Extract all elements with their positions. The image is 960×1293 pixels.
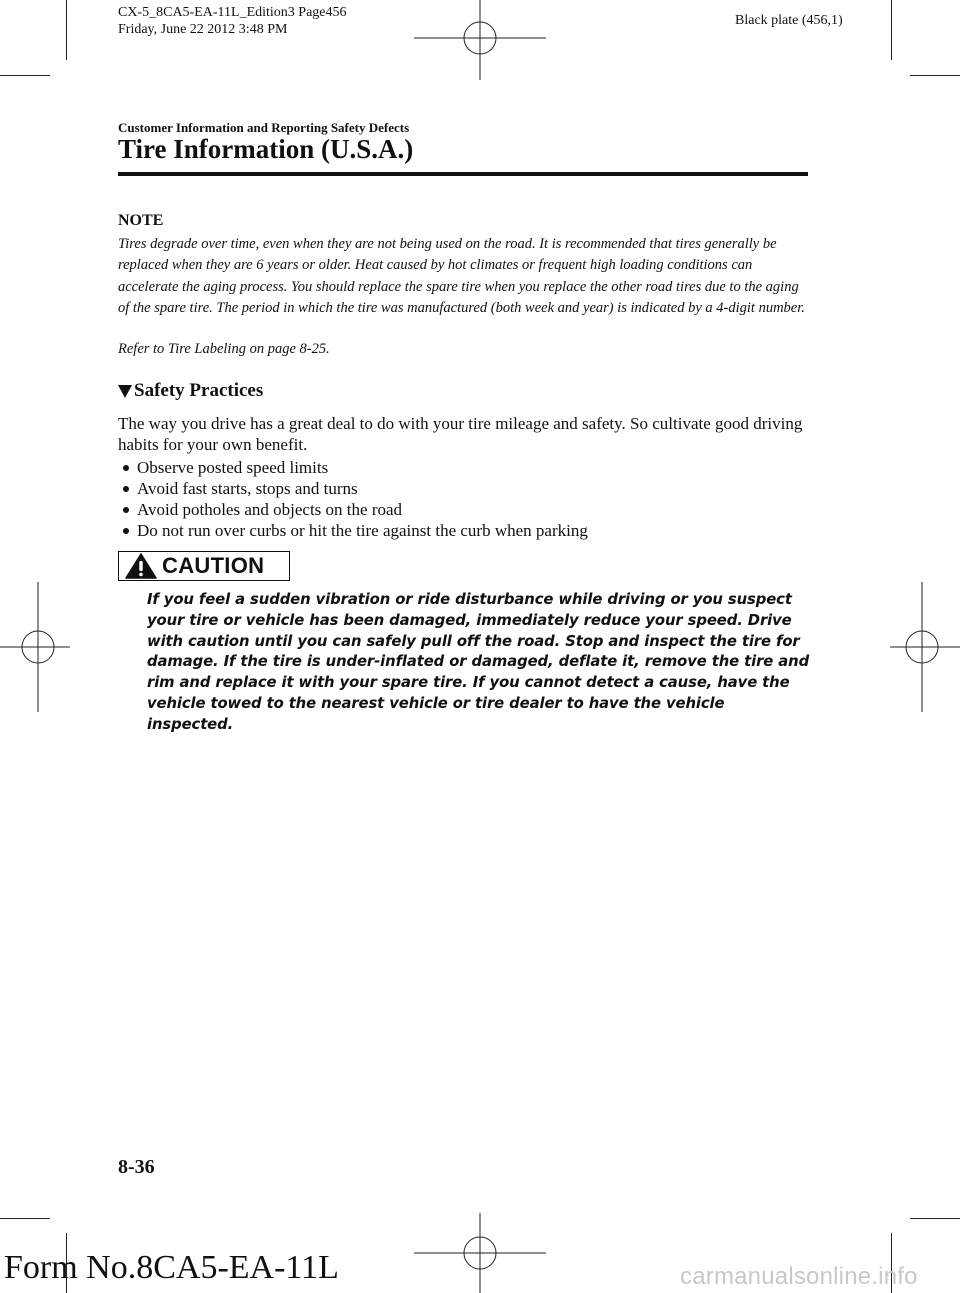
list-item-text: Do not run over curbs or hit the tire against the curb when parking	[137, 521, 588, 540]
safety-practices-heading	[118, 380, 263, 402]
plate-info: Black plate (456,1)	[735, 13, 843, 28]
note-label: NOTE	[118, 212, 164, 229]
list-item	[118, 499, 588, 520]
note-reference: Refer to Tire Labeling on page 8-25.	[118, 341, 330, 357]
registration-mark-left-icon	[0, 582, 70, 712]
bullet-dot-icon	[123, 465, 129, 471]
list-item-text: Avoid fast starts, stops and turns	[137, 479, 358, 498]
print-info	[118, 4, 347, 38]
bullet-dot-icon	[123, 507, 129, 513]
safety-heading-text: Safety Practices	[134, 380, 264, 401]
title-divider	[118, 172, 808, 176]
print-job-line: CX-5_8CA5-EA-11L_Edition3 Page456	[118, 5, 347, 20]
safety-intro: The way you drive has a great deal to do with your tire mileage and safety. So cultivate good driving habits for your own benefit.	[118, 414, 803, 454]
registration-mark-bottom-icon	[414, 1213, 546, 1293]
warning-triangle-icon	[125, 553, 157, 579]
watermark: carmanualsonline.info	[680, 1263, 918, 1290]
safety-bullet-list	[118, 457, 588, 541]
registration-mark-top-icon	[414, 0, 546, 80]
page-title: Tire Information (U.S.A.)	[118, 134, 414, 164]
caution-label: CAUTION	[162, 553, 265, 578]
list-item	[118, 457, 588, 478]
bullet-dot-icon	[123, 486, 129, 492]
list-item	[118, 520, 588, 541]
note-body: Tires degrade over time, even when they are not being used on the road. It is recommended that tires generally be replaced when they are 6 years or older. Heat caused by hot climates or frequent high loading conditions can accelerate the aging process. You should replace the spare tire when you replace the other road tires due to the aging of the spare tire. The period in which the tire was manufactured (both week and year) is indicated by a 4-digit number.	[118, 236, 805, 316]
bullet-dot-icon	[123, 528, 129, 534]
page-number: 8-36	[118, 1156, 155, 1178]
caution-body: If you feel a sudden vibration or ride disturbance while driving or you suspect your tire or vehicle has been damaged, immediately reduce your speed. Drive with caution until you can safely pull off the road. Stop and inspect the tire for damage. If the tire is under-inflated or damaged, deflate it, remove the tire and rim and replace it with your spare tire. If you cannot detect a cause, have the vehicle towed to the nearest vehicle or tire dealer to have the vehicle inspected.	[147, 591, 810, 733]
list-item-text: Observe posted speed limits	[137, 458, 329, 477]
registration-mark-right-icon	[890, 582, 960, 712]
print-date-line: Friday, June 22 2012 3:48 PM	[118, 22, 288, 37]
caution-label-box	[118, 551, 290, 581]
down-triangle-icon	[118, 385, 132, 398]
list-item-text: Avoid potholes and objects on the road	[137, 500, 403, 519]
list-item	[118, 478, 588, 499]
section-label: Customer Information and Reporting Safety Defects	[118, 120, 410, 135]
form-number: Form No.8CA5-EA-11L	[4, 1249, 339, 1286]
